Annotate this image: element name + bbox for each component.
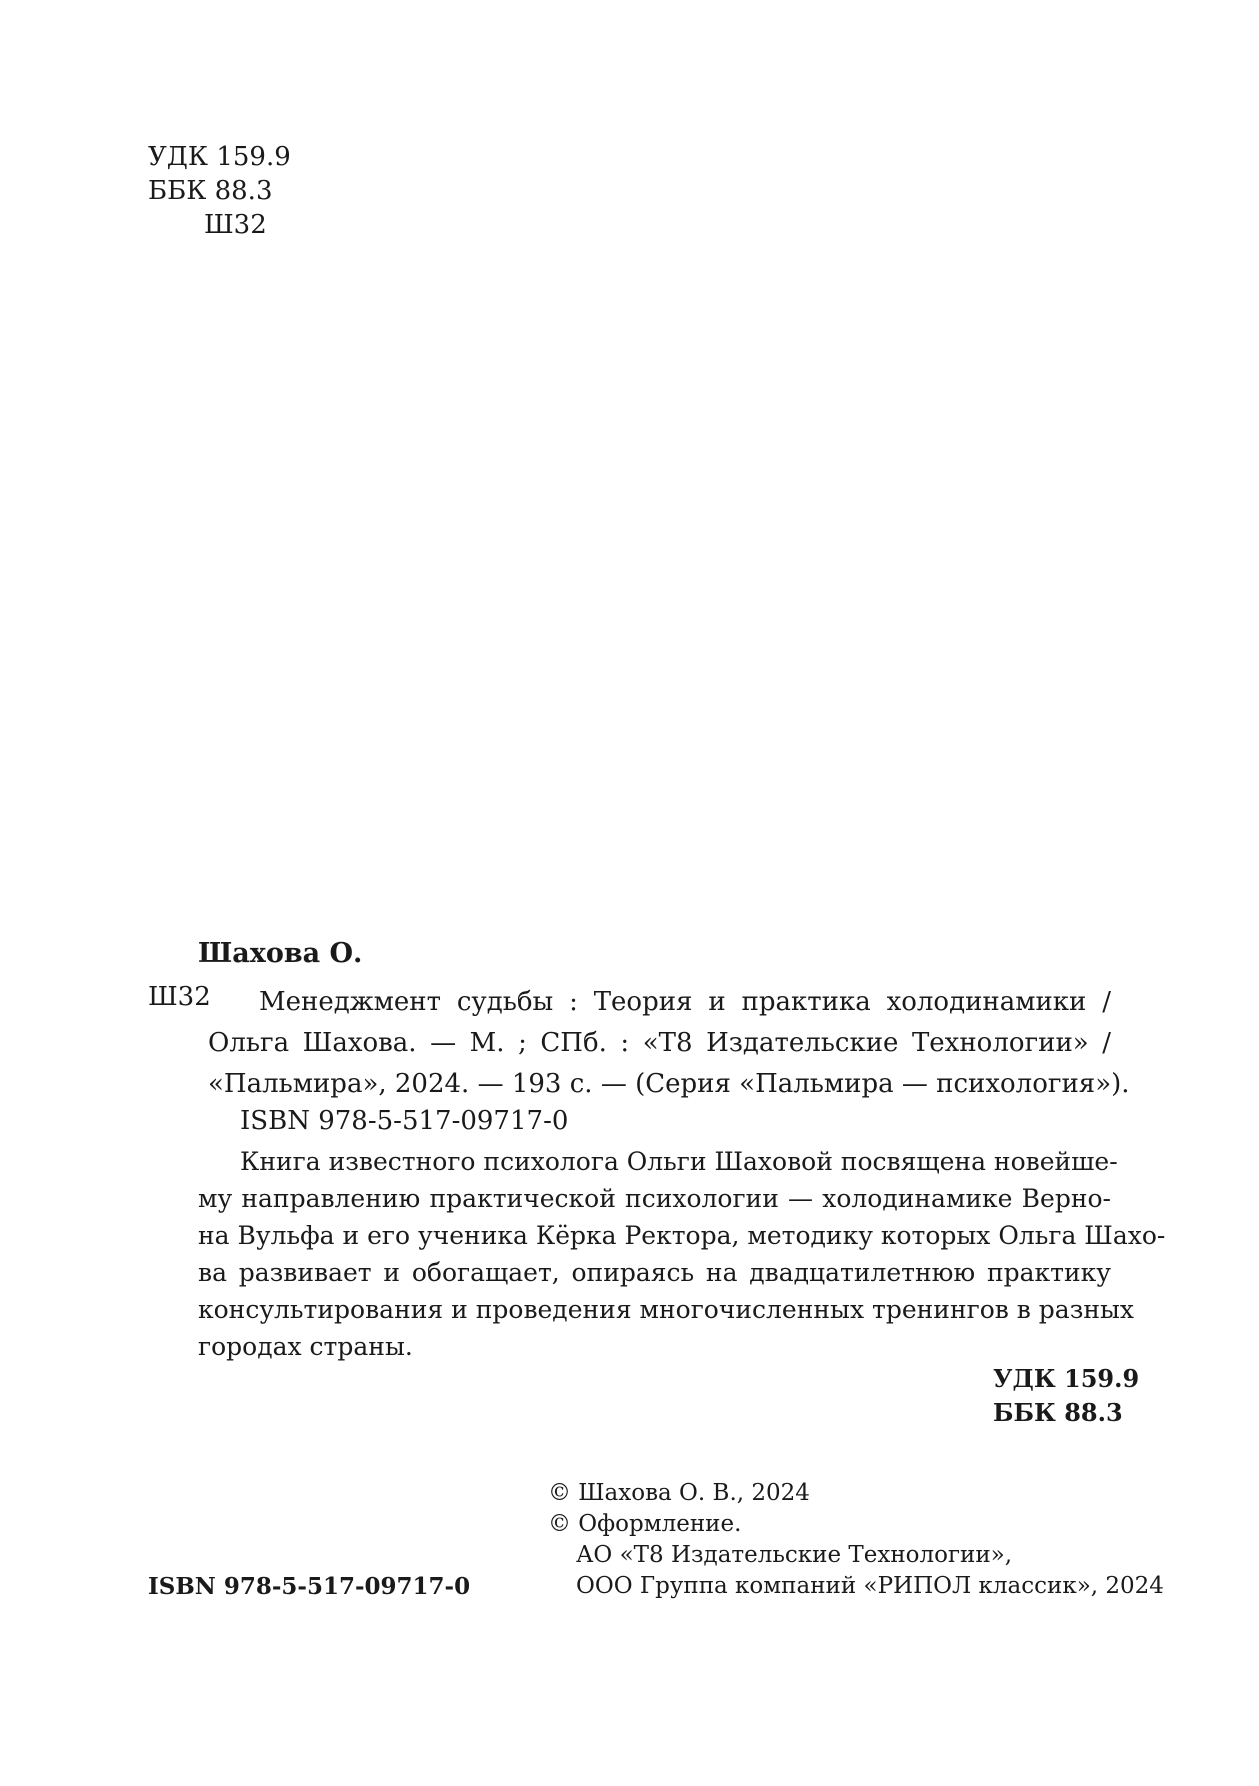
header-udk-code: УДК 159.9 bbox=[148, 142, 291, 172]
description-line: Менеджмент судьбы : Теория и практика холодинамики / bbox=[259, 987, 1111, 1017]
udk-code: УДК 159.9 bbox=[993, 1364, 1140, 1393]
annotation-line: консультирования и проведения многочисленных тренингов в разных bbox=[198, 1295, 1134, 1324]
author-heading: Шахова О. bbox=[198, 938, 363, 969]
description-line: Ольга Шахова. — М. ; СПб. : «Т8 Издательские Технологии» / bbox=[208, 1028, 1111, 1058]
copyright-block bbox=[548, 1478, 1164, 1602]
annotation-line: Книга известного психолога Ольги Шаховой посвящена новейше- bbox=[240, 1147, 1118, 1176]
copyright-publisher-1: АО «Т8 Издательские Технологии», bbox=[576, 1542, 1013, 1568]
annotation bbox=[198, 1143, 1166, 1365]
copyright-author: © Шахова О. В., 2024 bbox=[548, 1480, 810, 1506]
annotation-line: городах страны. bbox=[198, 1332, 413, 1361]
record-author-mark: Ш32 bbox=[148, 982, 211, 1012]
header-classification-codes bbox=[148, 140, 291, 242]
footer-isbn: ISBN 978-5-517-09717-0 bbox=[148, 1573, 471, 1600]
copyright-design-label: © Оформление. bbox=[548, 1511, 742, 1537]
header-bbk-code: ББК 88.3 bbox=[148, 176, 273, 206]
description-line: «Пальмира», 2024. — 193 с. — (Серия «Пальмира — психология»). bbox=[208, 1069, 1130, 1099]
annotation-line: му направлению практической психологии — холодинамике Верно- bbox=[198, 1184, 1111, 1213]
bbk-code: ББК 88.3 bbox=[993, 1398, 1123, 1427]
record-isbn: ISBN 978-5-517-09717-0 bbox=[240, 1106, 569, 1136]
header-author-mark: Ш32 bbox=[204, 210, 267, 240]
bibliographic-description bbox=[208, 982, 1130, 1105]
annotation-line: ва развивает и обогащает, опираясь на двадцатилетнюю практику bbox=[198, 1258, 1111, 1287]
annotation-line: на Вульфа и его ученика Кёрка Ректора, методику которых Ольга Шахо- bbox=[198, 1221, 1166, 1250]
copyright-publisher-2: ООО Группа компаний «РИПОЛ классик», 2024 bbox=[576, 1573, 1164, 1599]
classification-codes bbox=[993, 1362, 1139, 1430]
